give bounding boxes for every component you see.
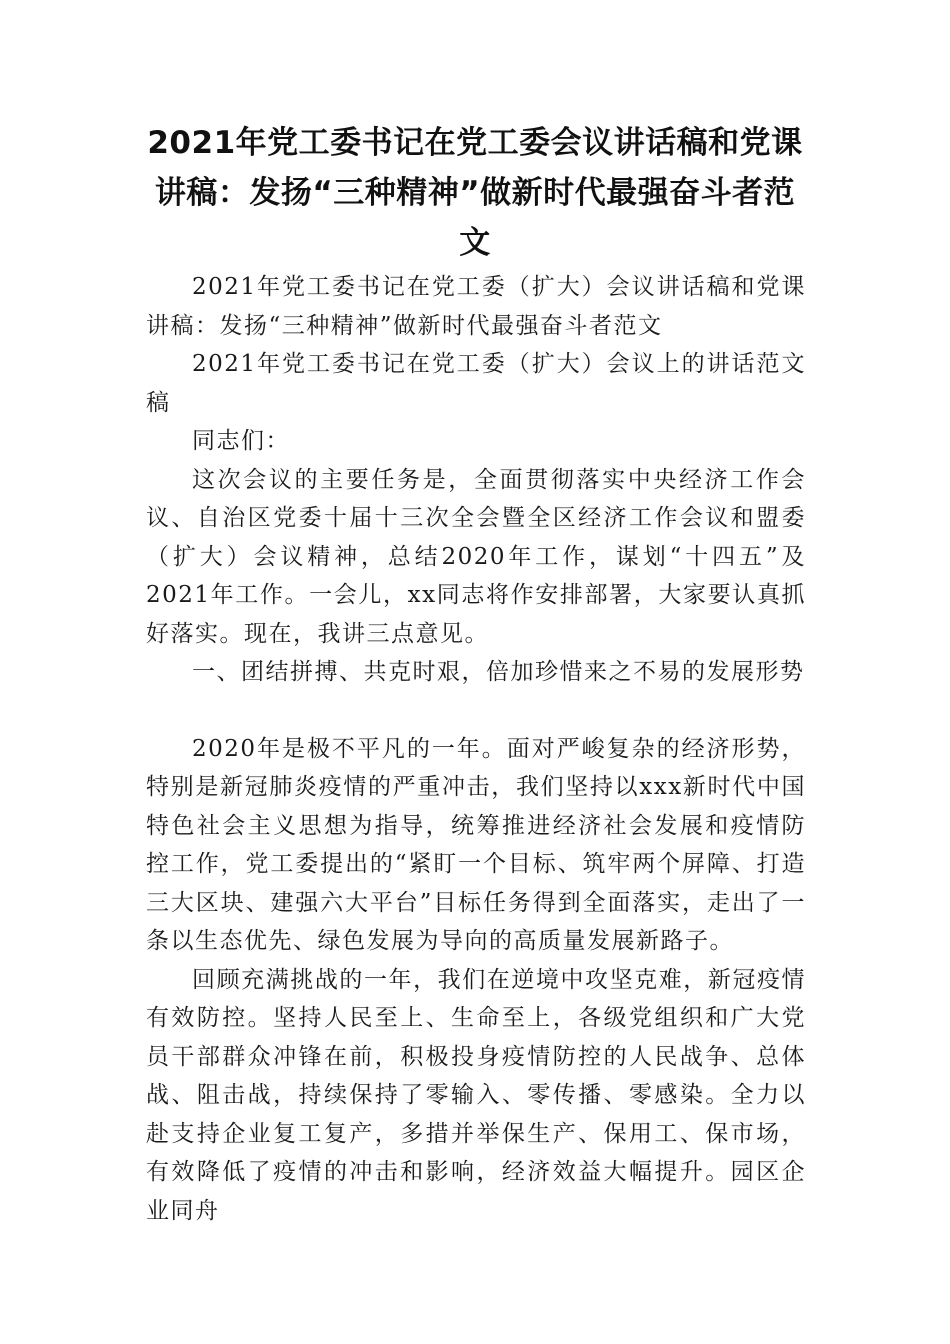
paragraph-heading: 2021年党工委书记在党工委（扩大）会议上的讲话范文稿 <box>146 351 806 416</box>
paragraph-intro: 这次会议的主要任务是，全面贯彻落实中央经济工作会议、自治区党委十届十三次全会暨全区经济工作会议和盟委（扩大）会议精神，总结2020年工作，谋划“十四五”及2021年工作。一会儿，xx同志将作安排部署，大家要认真抓好落实。现在，我讲三点意见。 <box>146 466 806 647</box>
document-title: 2021年党工委书记在党工委会议讲话稿和党课讲稿：发扬“三种精神”做新时代最强奋斗者范文 <box>147 125 803 261</box>
section-heading-1: 一、团结拼搏、共克时艰，倍加珍惜来之不易的发展形势 <box>192 659 805 685</box>
paragraph-body: 回顾充满挑战的一年，我们在逆境中攻坚克难，新冠疫情有效防控。坚持人民至上、生命至上，各级党组织和广大党员干部群众冲锋在前，积极投身疫情防控的人民战争、总体战、阻击战，持续保持了零输入、零传播、零感染。全力以赴支持企业复工复产，多措并举保生产、保用工、保市场，有效降低了疫情的冲击和影响，经济效益大幅提升。园区企业同舟 <box>146 966 806 1224</box>
document-body <box>146 268 806 1230</box>
paragraph-salutation: 同志们： <box>192 428 290 454</box>
paragraph-body: 2020年是极不平凡的一年。面对严峻复杂的经济形势，特别是新冠肺炎疫情的严重冲击，我们坚持以xxx新时代中国特色社会主义思想为指导，统筹推进经济社会发展和疫情防控工作，党工委提出的“紧盯一个目标、筑牢两个屏障、打造三大区块、建强六大平台”目标任务得到全面落实，走出了一条以生态优先、绿色发展为导向的高质量发展新路子。 <box>146 735 806 954</box>
paragraph-subtitle: 2021年党工委书记在党工委（扩大）会议讲话稿和党课讲稿：发扬“三种精神”做新时代最强奋斗者范文 <box>146 274 806 339</box>
